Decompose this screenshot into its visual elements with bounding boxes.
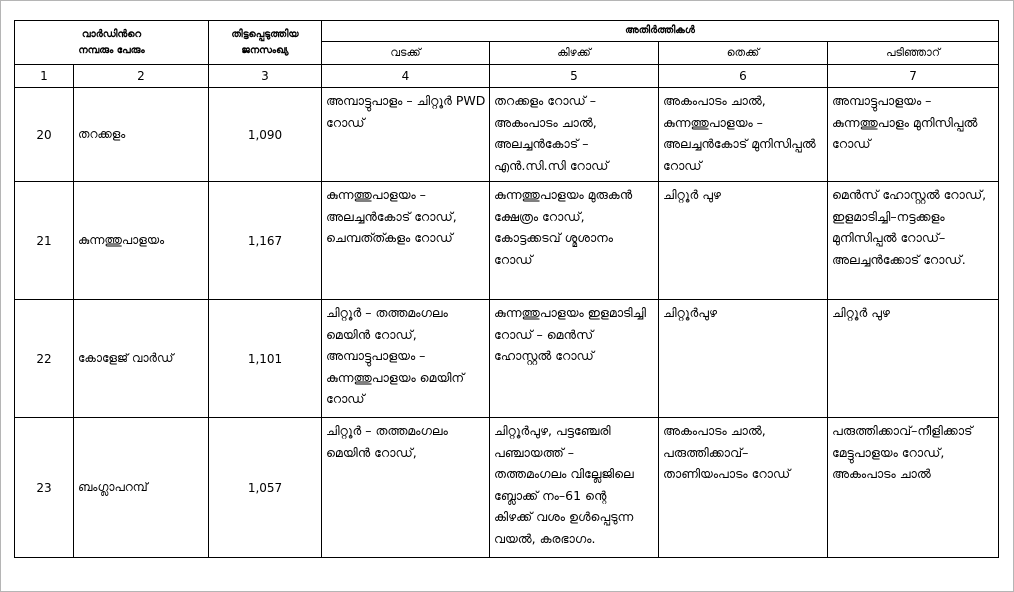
ward-row	[15, 88, 999, 182]
ward-name: കോളേജ് വാർഡ്	[74, 300, 209, 418]
header-east: കിഴക്ക്	[490, 42, 659, 65]
column-number-row	[15, 65, 999, 88]
north-boundary: ചിറ്റൂർ – തത്തമംഗലം മെയിൻ റോഡ്,	[322, 418, 490, 558]
column-number: 4	[322, 65, 490, 88]
header-west: പടിഞ്ഞാറ്	[828, 42, 999, 65]
south-boundary: അകംപാടം ചാൽ, പരുത്തിക്കാവ്– താണിയംപാടം റോഡ്	[659, 418, 828, 558]
south-boundary: അകംപാടം ചാൽ, കുന്നത്തുപാളയം – അലച്ചൻകോട് മുനിസിപ്പൽ റോഡ്	[659, 88, 828, 182]
ward-population: 1,057	[209, 418, 322, 558]
header-south: തെക്ക്	[659, 42, 828, 65]
ward-population: 1,101	[209, 300, 322, 418]
ward-number: 20	[15, 88, 74, 182]
ward-number: 23	[15, 418, 74, 558]
ward-row	[15, 300, 999, 418]
north-boundary: അമ്പാട്ടുപാളം – ചിറ്റൂർ PWD റോഡ്	[322, 88, 490, 182]
ward-number: 21	[15, 182, 74, 300]
south-boundary: ചിറ്റൂർ പുഴ	[659, 182, 828, 300]
east-boundary: കുന്നത്തുപാളയം മുരുകൻ ക്ഷേത്രം റോഡ്, കോട്ടക്കടവ് ശ്മശാനം റോഡ്	[490, 182, 659, 300]
ward-name: ബംഗ്ലാപറമ്പ്	[74, 418, 209, 558]
ward-row	[15, 182, 999, 300]
column-number: 1	[15, 65, 74, 88]
east-boundary: കുന്നത്തുപാളയം ഇളമാടിച്ചി റോഡ് – മെൻസ് ഹോസ്റ്റൽ റോഡ്	[490, 300, 659, 418]
west-boundary: മെൻസ് ഹോസ്റ്റൽ റോഡ്, ഇളമാടിച്ചി–നട്ടക്കളം മുനിസിപ്പൽ റോഡ്– അലച്ചൻക്കോട് റോഡ്.	[828, 182, 999, 300]
column-number: 5	[490, 65, 659, 88]
column-number: 7	[828, 65, 999, 88]
ward-name: തറക്കളം	[74, 88, 209, 182]
header-boundaries: അതിർത്തികൾ	[322, 21, 999, 42]
north-boundary: കുന്നത്തുപാളയം – അലച്ചൻകോട് റോഡ്, ചെമ്പത്ത്കളം റോഡ്	[322, 182, 490, 300]
south-boundary: ചിറ്റൂർപുഴ	[659, 300, 828, 418]
ward-row	[15, 418, 999, 558]
header-row	[15, 21, 999, 42]
ward-number: 22	[15, 300, 74, 418]
north-boundary: ചിറ്റൂർ – തത്തമംഗലം മെയിൻ റോഡ്, അമ്പാട്ടുപാളയം – കുന്നത്തുപാളയം മെയിന് റോഡ്	[322, 300, 490, 418]
west-boundary: അമ്പാട്ടുപാളയം – കുന്നത്തുപാളം മുനിസിപ്പൽ റോഡ്	[828, 88, 999, 182]
west-boundary: ചിറ്റൂർ പുഴ	[828, 300, 999, 418]
ward-name: കുന്നത്തുപാളയം	[74, 182, 209, 300]
ward-boundary-table	[14, 20, 999, 558]
header-ward-name: വാർഡിൻറെ നമ്പരും പേരും	[15, 21, 209, 65]
column-number: 2	[74, 65, 209, 88]
header-population: തിട്ടപ്പെടുത്തിയ ജനസംഖ്യ	[209, 21, 322, 65]
ward-population: 1,090	[209, 88, 322, 182]
ward-population: 1,167	[209, 182, 322, 300]
header-north: വടക്ക്	[322, 42, 490, 65]
east-boundary: ചിറ്റൂർപുഴ, പട്ടഞ്ചേരി പഞ്ചായത്ത് – തത്തമംഗലം വില്ലേജിലെ ബ്ലോക്ക് നം–61 ന്റെ കിഴക്ക് വശം ഉൾപ്പെടുന്ന വയൽ, കരഭാഗം.	[490, 418, 659, 558]
west-boundary: പരുത്തിക്കാവ്–നീളിക്കാട് മേട്ടുപാളയം റോഡ്, അകംപാടം ചാൽ	[828, 418, 999, 558]
column-number: 3	[209, 65, 322, 88]
column-number: 6	[659, 65, 828, 88]
east-boundary: തറക്കളം റോഡ് – അകംപാടം ചാൽ, അലച്ചൻകോട് – എൻ.സി.സി റോഡ്	[490, 88, 659, 182]
